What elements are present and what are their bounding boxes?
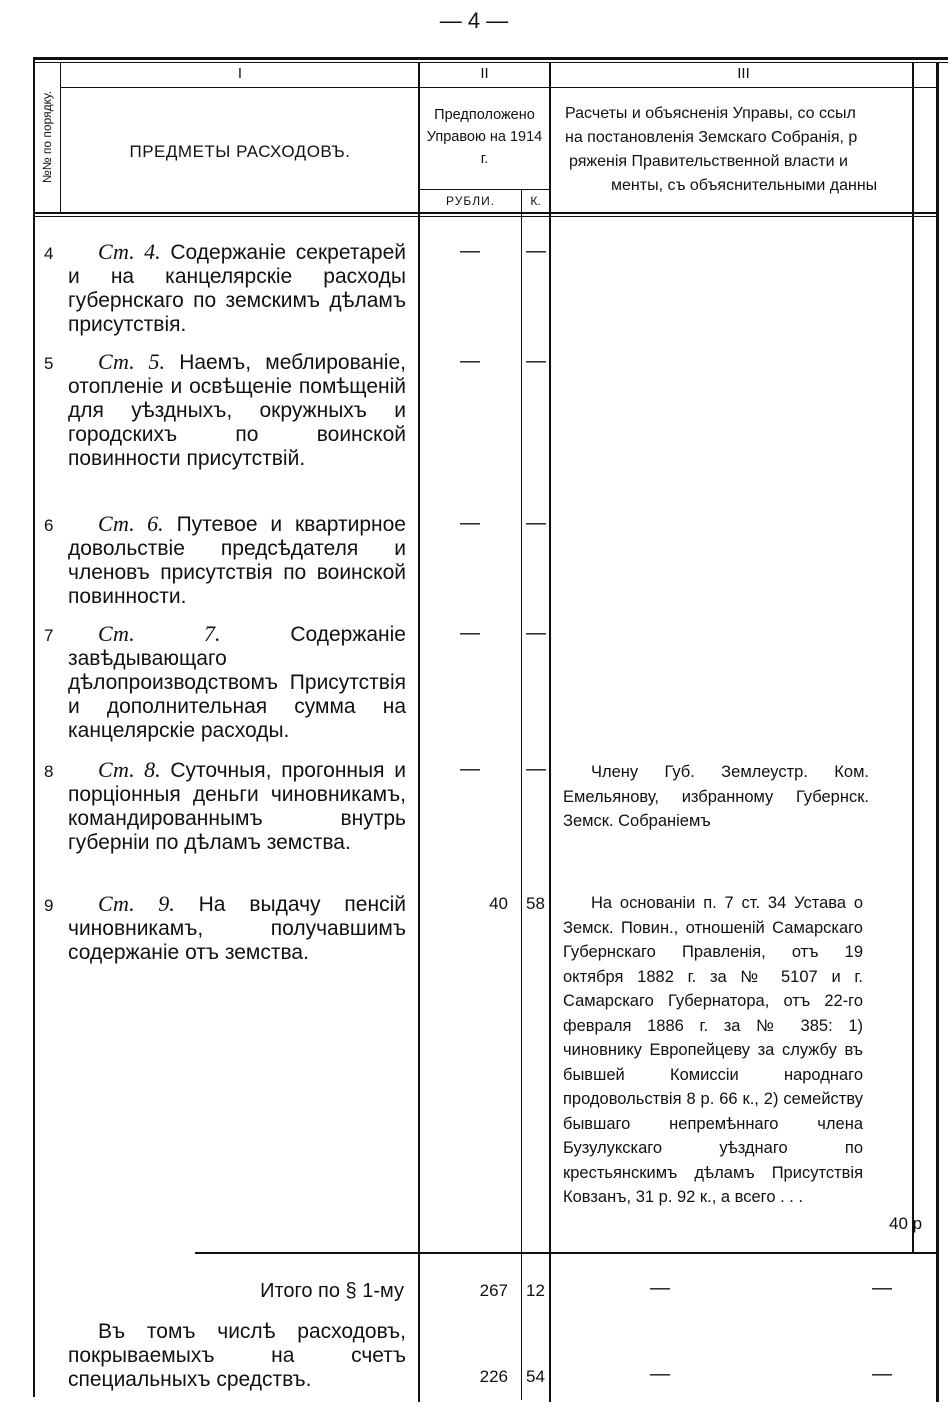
col-ii-divider xyxy=(549,62,551,1402)
row-text: Наемъ, меблированіе, отопленіе и освѣщеніе помѣщеній для уѣздныхъ, окружныхъ и городскихъ по воинской повинности присутствій. xyxy=(68,351,406,470)
col-ii-roman: II xyxy=(480,65,489,82)
row-number: 8 xyxy=(44,762,54,781)
row-kop: — xyxy=(526,512,546,534)
col-no-header: №№ по порядку. xyxy=(40,90,54,184)
col-ii-kop: К. xyxy=(530,194,541,208)
col-iii-title xyxy=(565,102,937,194)
col-i-title: ПРЕДМЕТЫ РАСХОДОВЪ. xyxy=(129,142,351,161)
total-kop: 12 xyxy=(526,1281,545,1300)
row-item xyxy=(68,622,406,743)
total-dash: — xyxy=(872,1277,892,1299)
row-text: Содержаніе завѣдывающаго дѣлопроизводствомъ Присутствія и дополнительная сумма на канцелярскіе расходы. xyxy=(68,623,406,742)
col-ii-title: Предположено Управою на 1914 г. xyxy=(426,107,543,167)
row-item xyxy=(68,892,406,965)
row-note: Члену Губ. Землеустр. Ком. Емельянову, избранному Губернск. Земск. Собраніемъ xyxy=(563,763,869,830)
row-number: 9 xyxy=(44,896,54,915)
header-bottom-rule xyxy=(33,212,936,214)
row-kop: — xyxy=(526,622,546,644)
row-item xyxy=(68,758,406,855)
special-rubles: 226 xyxy=(479,1367,508,1386)
col-no-divider xyxy=(60,62,61,212)
row-article: Ст. 8. xyxy=(98,757,161,782)
row-number: 4 xyxy=(44,244,54,263)
row-rubles: — xyxy=(460,350,480,372)
row-article: Ст. 7. xyxy=(98,621,221,646)
row-text: На выдачу пенсій чиновникамъ, получавшимъ содержаніе отъ земства. xyxy=(68,893,406,964)
table-top-rule xyxy=(33,57,948,60)
row-rubles: — xyxy=(460,240,480,262)
row-item xyxy=(68,240,406,337)
row-kop: — xyxy=(526,758,546,780)
row-number: 6 xyxy=(44,516,54,535)
col-iii-title-line: на постановленія Земскаго Собранія, р xyxy=(565,129,858,146)
total-rule xyxy=(195,1252,936,1254)
table-left-border xyxy=(33,57,35,1397)
row-rubles: 40 xyxy=(489,894,508,913)
header-bottom-rule-2 xyxy=(33,216,936,217)
col-iii-title-line: менты, съ объяснительными данны xyxy=(611,177,878,194)
row-kop: — xyxy=(526,240,546,262)
row-rubles: — xyxy=(460,622,480,644)
row-kop: — xyxy=(526,350,546,372)
row-item xyxy=(68,350,406,471)
col-iii-right-edge xyxy=(912,62,914,1252)
row-kop: 58 xyxy=(526,894,545,913)
col-iii-title-line: Расчеты и объясненія Управы, со ссыл xyxy=(565,105,856,122)
page-number: — 4 — xyxy=(439,8,509,33)
col-ii-rubles: РУБЛИ. xyxy=(445,194,496,208)
page-right-edge xyxy=(936,62,939,1402)
special-dash: — xyxy=(650,1363,670,1385)
special-kop: 54 xyxy=(526,1367,545,1386)
col-i-roman: I xyxy=(237,65,243,82)
col-rub-kop-divider xyxy=(521,190,522,1400)
roman-row-rule xyxy=(60,87,936,88)
row-article: Ст. 9. xyxy=(98,891,175,916)
col-i-divider xyxy=(418,62,420,1402)
total-label: Итого по § 1-му xyxy=(260,1280,404,1302)
row-text: Суточныя, прогонныя и порціонныя деньги чиновникамъ, командированнымъ внутрь губерніи по дѣламъ земства. xyxy=(68,759,406,854)
total-rubles: 267 xyxy=(479,1281,508,1300)
row-article: Ст. 6. xyxy=(98,511,164,536)
row-number: 7 xyxy=(44,626,54,645)
row-rubles: — xyxy=(460,512,480,534)
subheader-rule xyxy=(420,189,549,190)
table-top-rule-2 xyxy=(33,62,948,63)
col-iii-title-line: ряженія Правительственной власти и xyxy=(569,153,848,170)
row-number: 5 xyxy=(44,354,54,373)
special-dash: — xyxy=(872,1363,892,1385)
row-note-amount: 40 р xyxy=(889,1214,923,1233)
row-note: На основаніи п. 7 ст. 34 Устава о Земск. Повин., отношеній Самарскаго Губернскаго Правленія, отъ 19 октября 1882 г. за № 5107 и г. Самарскаго Губернатора, отъ 22-го февраля 1886 г. за № 385: 1) чиновнику Европейцеву за службу въ бывшей Комиссіи народнаго продовольствія 8 р. 66 к., 2) семейству бывшаго непремѣннаго члена Бузулукскаго уѣзднаго по крестьянскимъ дѣламъ Присутствія Ковзанъ, 31 р. 92 к., а всего . . . xyxy=(563,894,863,1206)
special-label: Въ томъ числѣ расходовъ, покрываемыхъ на счетъ специальныхъ средствъ. xyxy=(68,1320,406,1391)
total-dash: — xyxy=(650,1277,670,1299)
row-text: Содержаніе секретарей и на канцелярскіе расходы губернскаго по земскимъ дѣламъ присутствія. xyxy=(68,241,406,336)
row-item xyxy=(68,512,406,609)
row-article: Ст. 4. xyxy=(98,239,161,264)
row-text: Путевое и квартирное довольствіе предсѣдателя и членовъ присутствія по воинской повинности. xyxy=(68,513,406,608)
col-iii-roman: III xyxy=(737,65,750,82)
row-article: Ст. 5. xyxy=(98,349,165,374)
row-rubles: — xyxy=(460,758,480,780)
